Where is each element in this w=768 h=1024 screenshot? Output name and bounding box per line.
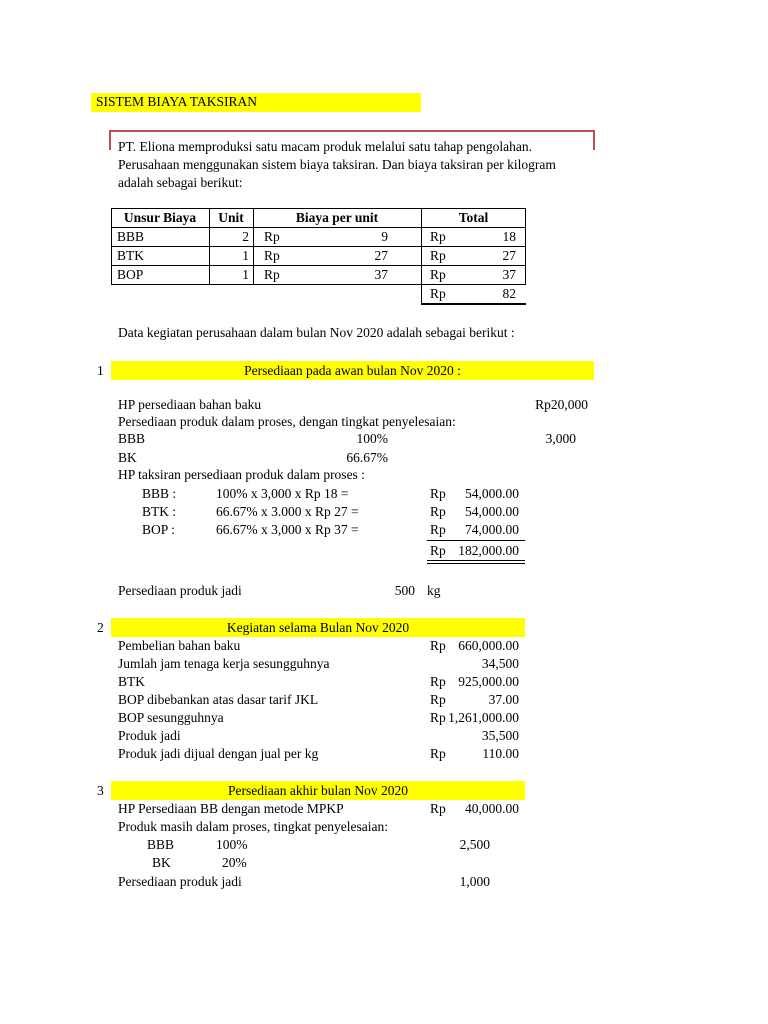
page-title: SISTEM BIAYA TAKSIRAN bbox=[96, 94, 257, 109]
data-intro: Data kegiatan perusahaan dalam bulan Nov 2020 adalah sebagai berikut : bbox=[118, 325, 515, 340]
bk-end-label: BK bbox=[152, 855, 171, 870]
calc-amount: 54,000.00 bbox=[465, 486, 519, 501]
section-number: 1 bbox=[97, 363, 104, 378]
hp-bb-rp: Rp bbox=[430, 801, 446, 816]
calc-total-rp: Rp bbox=[430, 543, 446, 558]
table-row-total: 18 bbox=[502, 229, 516, 244]
activity-label: BTK bbox=[118, 674, 145, 689]
wip-label: Persediaan produk dalam proses, dengan tingkat penyelesaian: bbox=[118, 414, 456, 429]
calc-formula: 66.67% x 3.000 x Rp 27 = bbox=[216, 504, 359, 519]
activity-label: BOP sesungguhnya bbox=[118, 710, 224, 725]
calc-total-underline-1 bbox=[427, 560, 525, 561]
section-title: Persediaan akhir bulan Nov 2020 bbox=[228, 783, 408, 798]
intro-line-1: PT. Eliona memproduksi satu macam produk melalui satu tahap pengolahan. bbox=[118, 139, 533, 154]
intro-line-2: Perusahaan menggunakan sistem biaya taksiran. Dan biaya taksiran per kilogram bbox=[118, 157, 556, 172]
bbb-pct: 100% bbox=[356, 431, 388, 446]
calc-total-topline bbox=[427, 540, 525, 541]
calc-rp: Rp bbox=[430, 504, 446, 519]
calc-amount: 54,000.00 bbox=[465, 504, 519, 519]
activity-amount: 34,500 bbox=[481, 656, 519, 671]
table-row-rp2: Rp bbox=[430, 267, 446, 282]
bk-end-pct: 20% bbox=[222, 855, 247, 870]
th-total: Total bbox=[458, 210, 489, 225]
table-row-rp: Rp bbox=[264, 229, 280, 244]
calc-label: BOP : bbox=[142, 522, 175, 537]
hp-bb-label: HP Persediaan BB dengan metode MPKP bbox=[118, 801, 344, 816]
table-sum-rp: Rp bbox=[430, 286, 446, 301]
activity-amount: 37.00 bbox=[488, 692, 519, 707]
calc-amount: 74,000.00 bbox=[465, 522, 519, 537]
activity-rp: Rp bbox=[430, 674, 446, 689]
hp-taksiran-label: HP taksiran persediaan produk dalam proses : bbox=[118, 467, 365, 482]
jadi-qty: 500 bbox=[394, 583, 415, 598]
jadi-end-qty: 1,000 bbox=[459, 874, 490, 889]
table-row-unit: 1 bbox=[242, 267, 249, 282]
activity-rp: Rp bbox=[430, 692, 446, 707]
activity-label: Produk jadi bbox=[118, 728, 181, 743]
table-sum-total: 82 bbox=[502, 286, 516, 301]
calc-label: BBB : bbox=[142, 486, 177, 501]
th-unit: Unit bbox=[218, 210, 244, 225]
jadi-end-label: Persediaan produk jadi bbox=[118, 874, 242, 889]
intro-bracket-top bbox=[109, 130, 595, 132]
activity-amount: 110.00 bbox=[482, 746, 519, 761]
section-number: 3 bbox=[97, 783, 104, 798]
calc-total-underline-2 bbox=[427, 563, 525, 564]
jadi-unit: kg bbox=[427, 583, 441, 598]
activity-rp: Rp bbox=[430, 710, 446, 725]
table-row-unit: 1 bbox=[242, 248, 249, 263]
calc-formula: 100% x 3,000 x Rp 18 = bbox=[216, 486, 349, 501]
table-row-name: BBB bbox=[117, 229, 145, 244]
table-row-rp: Rp bbox=[264, 248, 280, 263]
wip-end-qty: 2,500 bbox=[459, 837, 490, 852]
bbb-label: BBB bbox=[118, 431, 146, 446]
table-row-total: 37 bbox=[502, 267, 516, 282]
activity-amount: 1,261,000.00 bbox=[448, 710, 519, 725]
table-row-name: BOP bbox=[117, 267, 144, 282]
table-row-total: 27 bbox=[502, 248, 516, 263]
bbb-end-pct: 100% bbox=[216, 837, 248, 852]
intro-bracket-right bbox=[593, 130, 595, 150]
activity-label: Pembelian bahan baku bbox=[118, 638, 241, 653]
wip-end-label: Produk masih dalam proses, tingkat penyelesaian: bbox=[118, 819, 388, 834]
table-row-price: 37 bbox=[374, 267, 388, 282]
th-biaya-per-unit: Biaya per unit bbox=[295, 210, 379, 225]
wip-qty: 3,000 bbox=[545, 431, 576, 446]
calc-rp: Rp bbox=[430, 486, 446, 501]
table-row-rp2: Rp bbox=[430, 248, 446, 263]
activity-amount: 35,500 bbox=[481, 728, 519, 743]
calc-total-amount: 182,000.00 bbox=[458, 543, 519, 558]
hp-bb-amount: 40,000.00 bbox=[465, 801, 519, 816]
activity-label: Produk jadi dijual dengan jual per kg bbox=[118, 746, 319, 761]
hp-bahan-value: Rp20,000 bbox=[535, 397, 588, 412]
table-row-price: 9 bbox=[381, 229, 388, 244]
section-title: Persediaan pada awan bulan Nov 2020 : bbox=[244, 363, 461, 378]
cost-table-row-line bbox=[111, 246, 526, 247]
table-row-price: 27 bbox=[374, 248, 388, 263]
hp-bahan-label: HP persediaan bahan baku bbox=[118, 397, 262, 412]
activity-amount: 660,000.00 bbox=[458, 638, 519, 653]
bbb-end-label: BBB bbox=[147, 837, 175, 852]
calc-label: BTK : bbox=[142, 504, 177, 519]
cost-table-header-line bbox=[111, 227, 526, 228]
section-title: Kegiatan selama Bulan Nov 2020 bbox=[226, 620, 410, 635]
table-sum-underline bbox=[421, 303, 526, 305]
cost-table-row-line bbox=[111, 265, 526, 266]
calc-rp: Rp bbox=[430, 522, 446, 537]
table-row-name: BTK bbox=[117, 248, 144, 263]
jadi-label: Persediaan produk jadi bbox=[118, 583, 242, 598]
bk-pct: 66.67% bbox=[346, 450, 388, 465]
activity-label: Jumlah jam tenaga kerja sesungguhnya bbox=[118, 656, 330, 671]
section-number: 2 bbox=[97, 620, 104, 635]
th-unsur-biaya: Unsur Biaya bbox=[123, 210, 197, 225]
bk-label: BK bbox=[118, 450, 137, 465]
table-row-unit: 2 bbox=[242, 229, 249, 244]
intro-bracket-left bbox=[109, 130, 111, 150]
table-row-rp: Rp bbox=[264, 267, 280, 282]
table-row-rp2: Rp bbox=[430, 229, 446, 244]
activity-label: BOP dibebankan atas dasar tarif JKL bbox=[118, 692, 319, 707]
intro-line-3: adalah sebagai berikut: bbox=[118, 175, 243, 190]
calc-formula: 66.67% x 3,000 x Rp 37 = bbox=[216, 522, 359, 537]
activity-rp: Rp bbox=[430, 638, 446, 653]
activity-amount: 925,000.00 bbox=[458, 674, 519, 689]
activity-rp: Rp bbox=[430, 746, 446, 761]
